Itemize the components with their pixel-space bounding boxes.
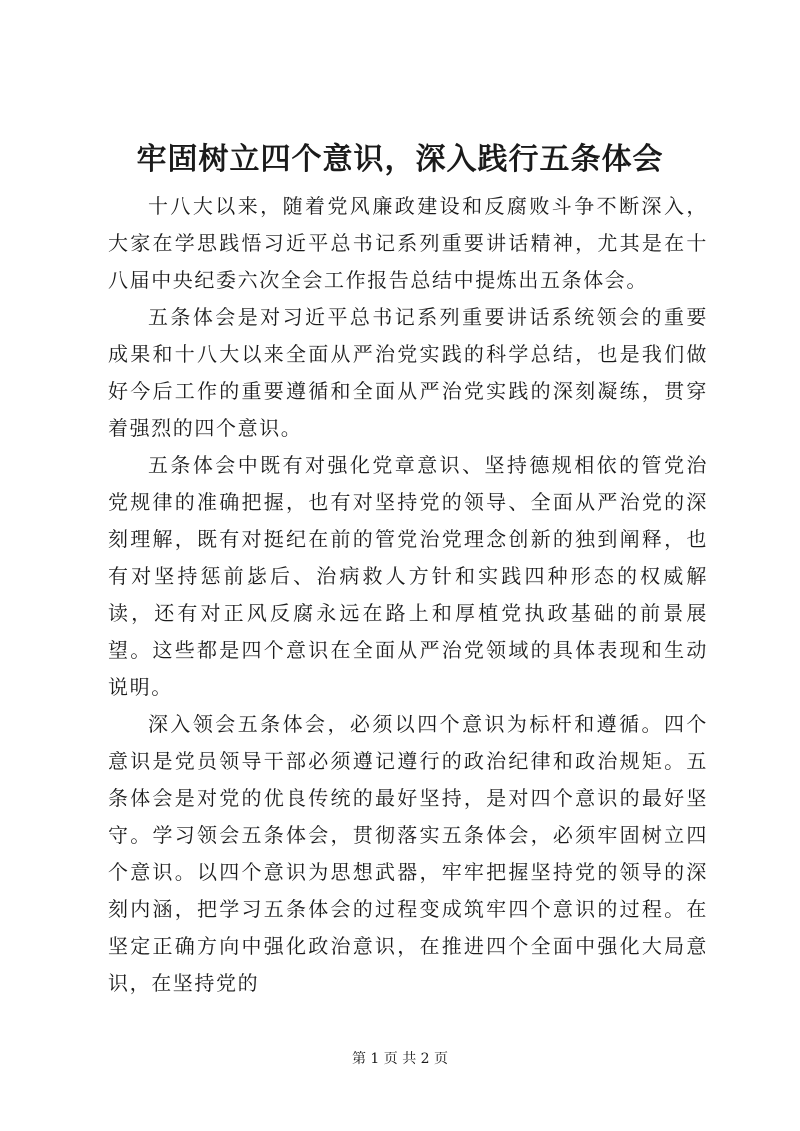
paragraph: 五条体会中既有对强化党章意识、坚持德规相依的管党治党规律的准确把握，也有对坚持党的领导、全面从严治党的深刻理解，既有对挺纪在前的管党治党理念创新的独到阐释，也有对坚持惩前毖后、治病救人方针和实践四种形态的权威解读，还有对正风反腐永远在路上和厚植党执政基础的前景展望。这些都是四个意识在全面从严治党领域的具体表现和生动说明。 [108,453,708,699]
page-title: 牢固树立四个意识，深入践行五条体会 [136,142,664,177]
document-body [108,188,708,1002]
page-number-footer: 第 1 页 共 2 页 [351,1051,449,1067]
paragraph: 深入领会五条体会，必须以四个意识为标杆和遵循。四个意识是党员领导干部必须遵记遵行的政治纪律和政治规矩。五条体会是对党的优良传统的最好坚持，是对四个意识的最好坚守。学习领会五条体会，贯彻落实五条体会，必须牢固树立四个意识。以四个意识为思想武器，牢牢把握坚持党的领导的深刻内涵，把学习五条体会的过程变成筑牢四个意识的过程。在坚定正确方向中强化政治意识，在推进四个全面中强化大局意识，在坚持党的 [108,712,708,995]
paragraph: 十八大以来，随着党风廉政建设和反腐败斗争不断深入，大家在学思践悟习近平总书记系列重要讲话精神，尤其是在十八届中央纪委六次全会工作报告总结中提炼出五条体会。 [108,194,708,292]
paragraph: 五条体会是对习近平总书记系列重要讲话系统领会的重要成果和十八大以来全面从严治党实践的科学总结，也是我们做好今后工作的重要遵循和全面从严治党实践的深刻凝练，贯穿着强烈的四个意识。 [108,305,708,440]
